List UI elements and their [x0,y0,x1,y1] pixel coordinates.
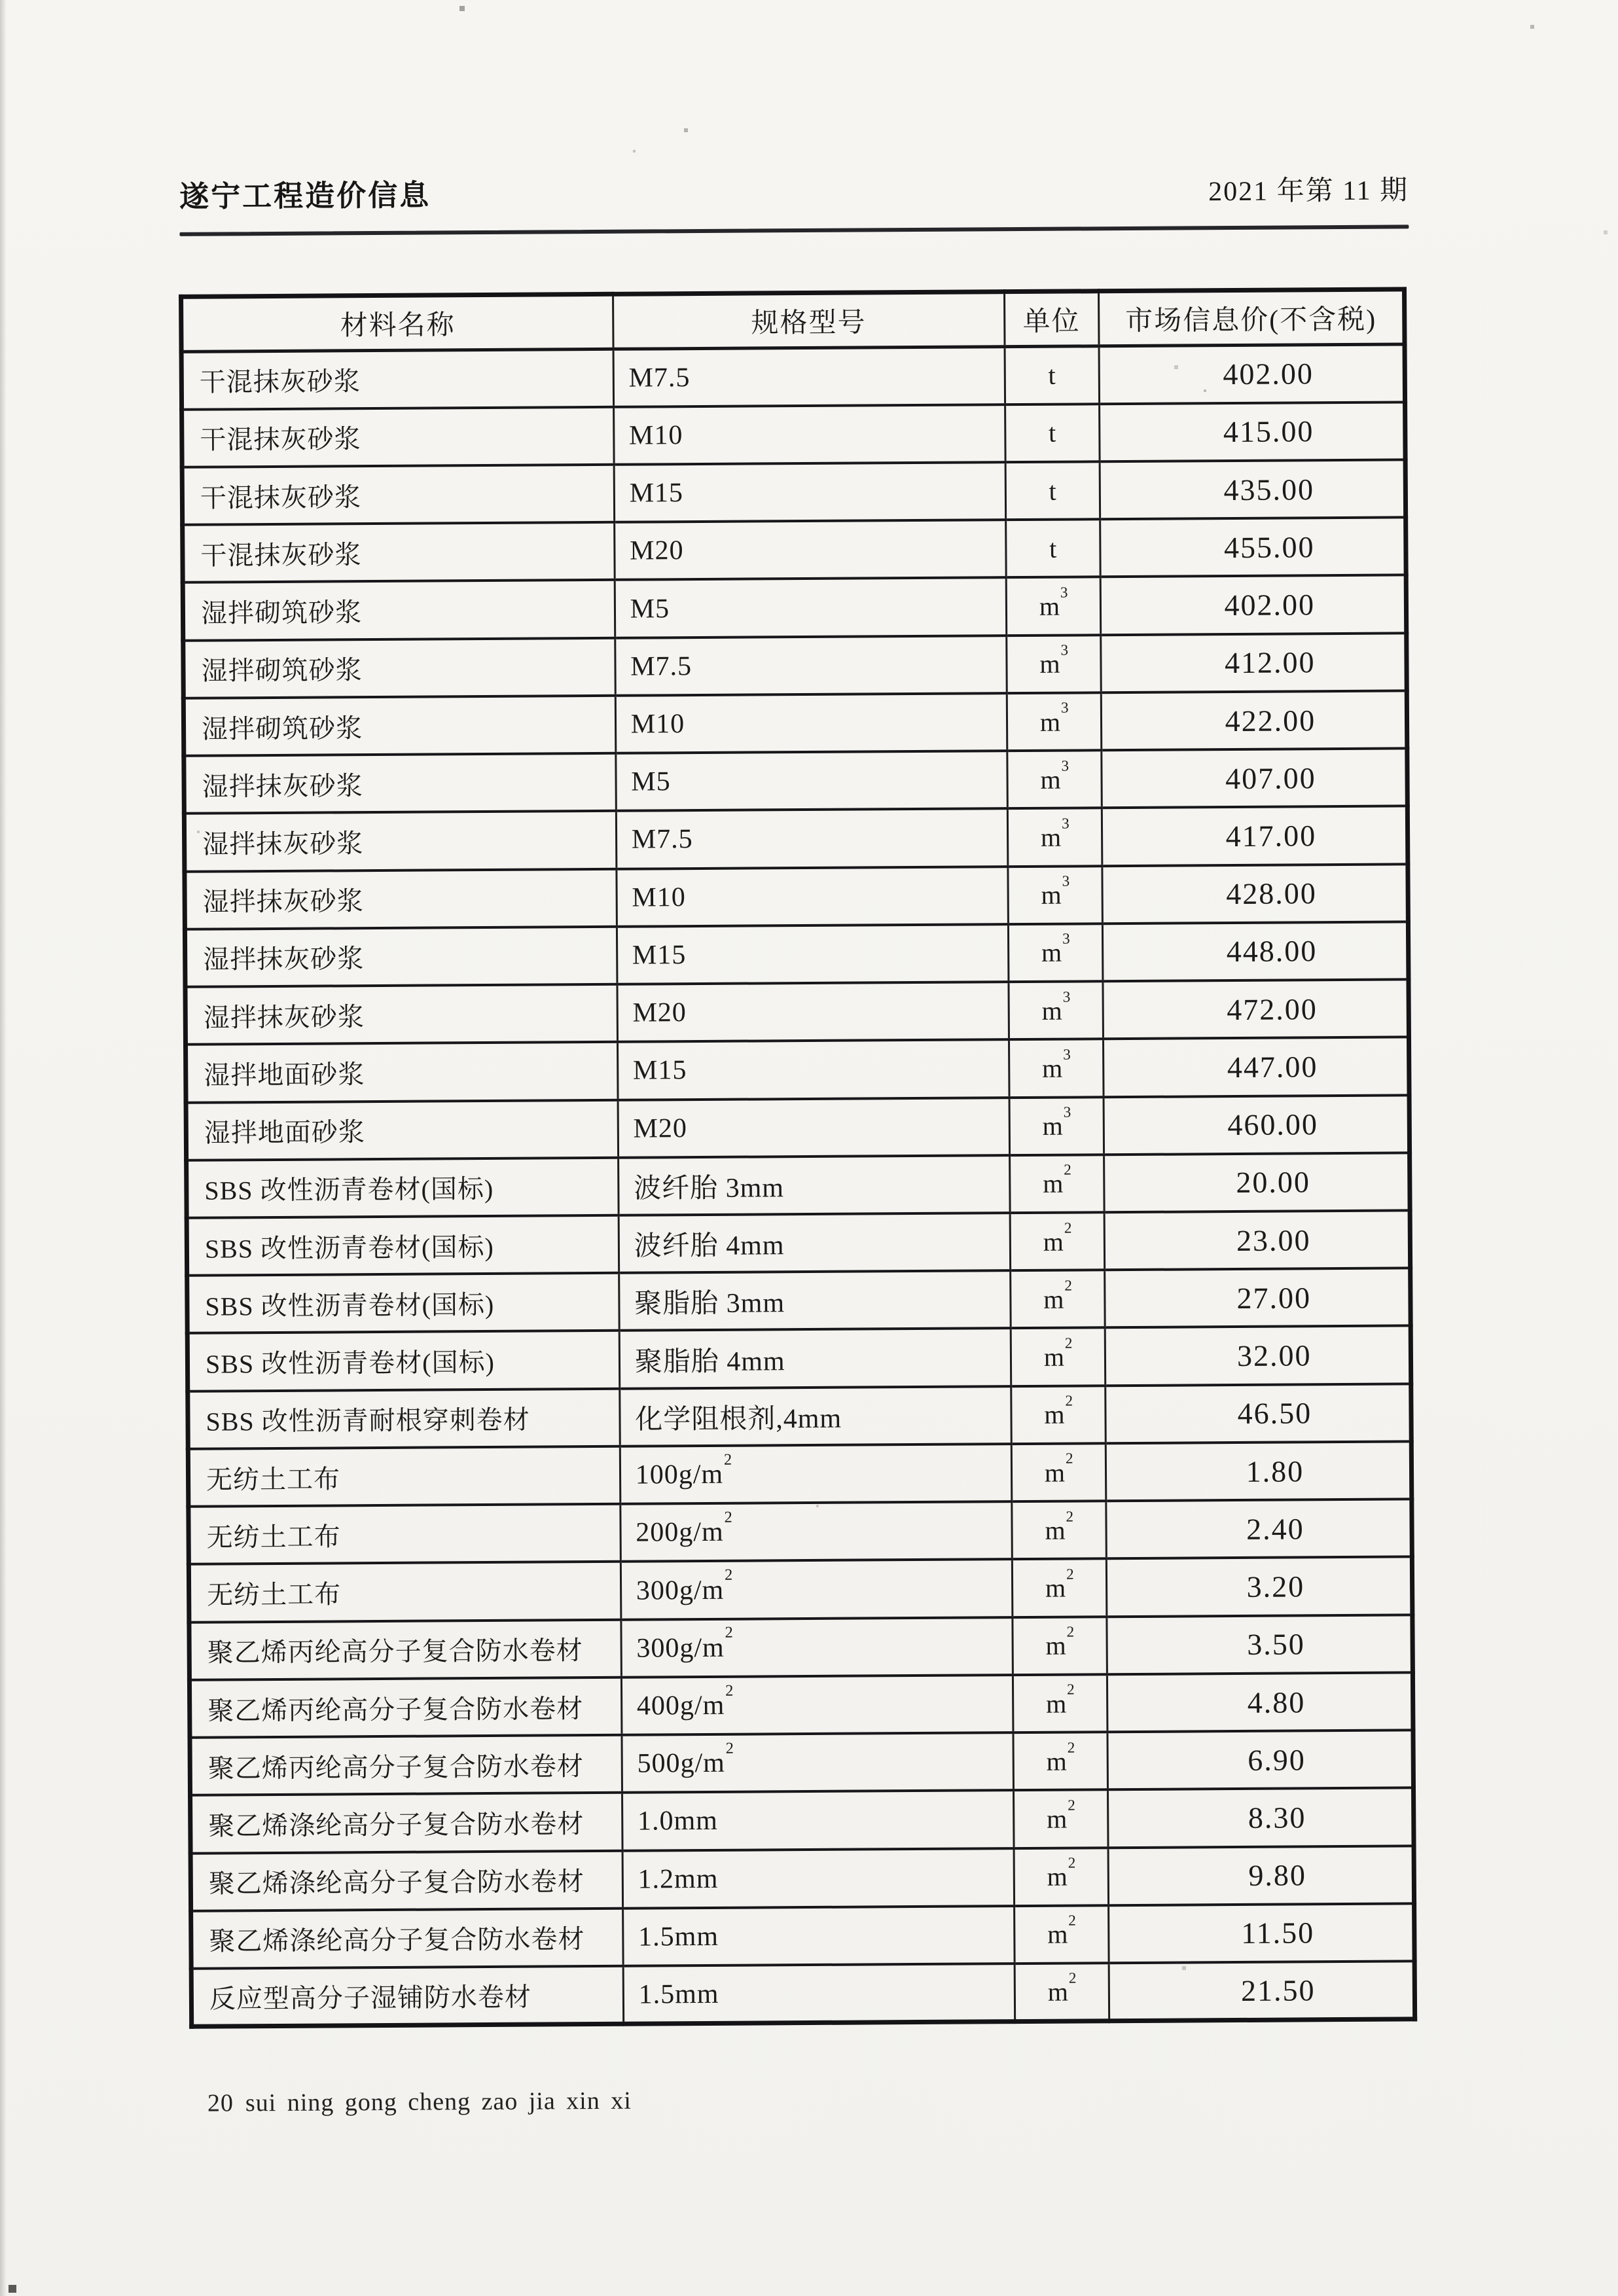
column-header-0: 材料名称 [181,294,613,351]
unit-cell: $m^2$ [1013,1790,1107,1848]
table-row [191,1961,1415,2026]
table-row [186,1095,1410,1160]
spec-cell: M7.5 [613,347,1005,407]
table-head [181,289,1405,351]
scan-noise-specks [0,0,1,1]
spec-cell: 1.2mm [622,1848,1015,1909]
unit-cell: t [1005,404,1099,462]
material-name-cell: 湿拌抹灰砂浆 [185,927,617,987]
material-name-cell: SBS 改性沥青卷材(国标) [187,1331,619,1391]
material-name-cell: 聚乙烯丙纶高分子复合防水卷材 [189,1677,621,1738]
price-cell: 27.00 [1104,1268,1411,1328]
unit-cell: $m^2$ [1014,1848,1108,1906]
material-name-cell: 无纺土工布 [189,1504,620,1564]
material-name-cell: 聚乙烯丙纶高分子复合防水卷材 [189,1619,621,1679]
material-name-cell: 无纺土工布 [188,1446,620,1507]
price-cell: 447.00 [1103,1037,1409,1097]
table-row [184,749,1408,814]
table-row [187,1153,1411,1218]
price-cell: 412.00 [1100,633,1407,692]
material-name-cell: 干混抹灰砂浆 [183,522,615,583]
table-row [184,806,1408,872]
price-cell: 6.90 [1107,1731,1414,1790]
price-cell: 435.00 [1100,459,1406,519]
unit-cell: $m^3$ [1006,577,1100,636]
price-cell: 21.50 [1109,1961,1415,2020]
spec-cell: $300g/m^2$ [621,1617,1013,1677]
material-name-cell: 湿拌砌筑砂浆 [183,696,615,756]
table-row [189,1615,1413,1680]
material-name-cell: 干混抹灰砂浆 [182,465,614,525]
table-row [190,1846,1414,1911]
unit-cell: $m^3$ [1008,866,1102,924]
table-row [190,1788,1414,1854]
material-name-cell: 反应型高分子湿铺防水卷材 [191,1966,623,2026]
journal-title: 遂宁工程造价信息 [179,179,431,213]
unit-cell: $m^2$ [1014,1905,1108,1964]
unit-cell: $m^2$ [1011,1386,1106,1444]
material-name-cell: 无纺土工布 [189,1562,620,1622]
spec-cell: $500g/m^2$ [622,1732,1014,1793]
spec-cell: M20 [614,520,1006,580]
footer-pinyin: sui ning gong cheng zao jia xin xi [245,2087,632,2117]
material-name-cell: 干混抹灰砂浆 [181,349,613,409]
price-cell: 472.00 [1103,979,1409,1039]
material-name-cell: 湿拌抹灰砂浆 [184,811,616,871]
price-cell: 20.00 [1104,1153,1410,1212]
price-cell: 455.00 [1100,518,1406,577]
material-name-cell: 湿拌地面砂浆 [186,1042,618,1102]
column-header-1: 规格型号 [613,292,1005,350]
table-row [183,691,1407,756]
price-cell: 3.20 [1106,1557,1412,1617]
column-header-3: 市场信息价(不含税) [1098,289,1405,346]
material-name-cell: SBS 改性沥青卷材(国标) [187,1215,619,1276]
page-header [179,165,1409,215]
unit-cell: $m^2$ [1015,1963,1109,2021]
material-name-cell: 湿拌抹灰砂浆 [184,753,616,814]
spec-cell: M5 [615,578,1007,638]
material-price-table [179,287,1417,2028]
material-name-cell: SBS 改性沥青卷材(国标) [187,1273,619,1333]
spec-cell: $300g/m^2$ [620,1560,1013,1620]
price-cell: 46.50 [1105,1384,1411,1443]
table-row [181,344,1405,410]
spec-cell: M10 [617,867,1009,927]
table-row [187,1210,1411,1276]
table-row [187,1326,1411,1391]
table-row [183,575,1407,641]
spec-cell: M15 [617,924,1009,984]
material-name-cell: 湿拌砌筑砂浆 [183,580,615,640]
material-name-cell: 湿拌地面砂浆 [186,1100,618,1160]
unit-cell: $m^3$ [1009,1039,1103,1098]
price-cell: 8.30 [1107,1788,1414,1848]
unit-cell: $m^2$ [1011,1443,1106,1501]
unit-cell: $m^3$ [1007,635,1101,693]
unit-cell: $m^3$ [1008,924,1102,982]
table-row [185,864,1409,929]
price-cell: 415.00 [1099,402,1405,461]
price-cell: 402.00 [1100,575,1407,635]
price-cell: 417.00 [1102,806,1408,866]
price-cell: 3.50 [1107,1615,1413,1674]
table-row [183,633,1407,698]
page-number: 20 [207,2089,234,2117]
spec-cell: M10 [615,693,1007,753]
spec-cell: M7.5 [615,636,1007,696]
material-name-cell: 湿拌抹灰砂浆 [185,869,617,929]
spec-cell: M7.5 [616,809,1008,869]
price-cell: 448.00 [1102,922,1409,981]
unit-cell: $m^3$ [1009,981,1103,1039]
unit-cell: $m^2$ [1009,1155,1104,1213]
spec-cell: $400g/m^2$ [621,1675,1013,1735]
table-row [186,1037,1410,1103]
spec-cell: M10 [613,404,1005,465]
material-name-cell: 聚乙烯涤纶高分子复合防水卷材 [190,1850,622,1910]
table-row [191,1903,1415,1969]
table-header-row [181,289,1405,351]
spec-cell: M5 [616,751,1008,811]
price-cell: 32.00 [1105,1326,1411,1386]
unit-cell: t [1005,519,1100,577]
price-cell: 422.00 [1101,691,1407,750]
spec-cell: 1.5mm [623,1964,1015,2024]
spec-cell: 聚脂胎 4mm [619,1329,1011,1389]
spec-cell: 波纤胎 4mm [619,1213,1011,1273]
column-header-2: 单位 [1004,291,1098,347]
table-row [188,1384,1412,1449]
table-body [181,344,1415,2026]
table-row [185,922,1409,987]
unit-cell: $m^2$ [1013,1617,1107,1675]
spec-cell: 1.5mm [622,1906,1015,1966]
unit-cell: t [1005,346,1099,404]
material-name-cell: 聚乙烯丙纶高分子复合防水卷材 [190,1735,622,1795]
table-row [187,1268,1411,1334]
table-row [188,1441,1412,1507]
price-cell: 9.80 [1108,1846,1414,1905]
header-rule [179,224,1409,236]
unit-cell: $m^3$ [1007,692,1101,751]
unit-cell: t [1005,461,1100,520]
table-row [190,1731,1414,1796]
material-name-cell: 湿拌抹灰砂浆 [185,984,617,1045]
unit-cell: $m^3$ [1007,808,1102,867]
spec-cell: M20 [617,982,1009,1042]
table-row [189,1672,1413,1738]
issue-label: 2021 年第 11 期 [1208,175,1409,207]
material-name-cell: 干混抹灰砂浆 [182,407,614,467]
spec-cell: 聚脂胎 3mm [619,1270,1011,1331]
unit-cell: $m^3$ [1009,1097,1104,1155]
price-cell: 4.80 [1107,1672,1413,1732]
price-cell: 402.00 [1099,344,1405,404]
price-cell: 460.00 [1104,1095,1410,1155]
unit-cell: $m^2$ [1011,1328,1105,1386]
spec-cell: M15 [617,1039,1009,1100]
unit-cell: $m^3$ [1007,750,1102,808]
material-name-cell: 聚乙烯涤纶高分子复合防水卷材 [191,1909,623,1969]
table-row [183,518,1407,583]
spec-cell: 波纤胎 3mm [618,1155,1010,1215]
price-cell: 407.00 [1102,749,1408,808]
unit-cell: $m^2$ [1012,1559,1106,1617]
unit-cell: $m^2$ [1010,1212,1104,1270]
material-name-cell: 湿拌砌筑砂浆 [183,637,615,698]
material-name-cell: 聚乙烯涤纶高分子复合防水卷材 [190,1793,622,1853]
unit-cell: $m^2$ [1013,1674,1107,1732]
spec-cell: 化学阻根剂,4mm [619,1386,1011,1446]
price-cell: 428.00 [1102,864,1409,924]
price-cell: 2.40 [1106,1499,1412,1559]
page-footer [207,2087,632,2118]
table-row [185,979,1409,1045]
spec-cell: $200g/m^2$ [620,1501,1013,1562]
unit-cell: $m^2$ [1013,1732,1107,1790]
material-name-cell: SBS 改性沥青卷材(国标) [187,1158,619,1218]
price-cell: 1.80 [1106,1441,1412,1501]
table-row [189,1499,1412,1565]
table-row [189,1557,1412,1623]
spec-cell: 1.0mm [622,1790,1014,1850]
table-row [182,402,1406,467]
spec-cell: M20 [618,1098,1010,1158]
unit-cell: $m^2$ [1010,1270,1104,1328]
material-name-cell: SBS 改性沥青耐根穿刺卷材 [188,1388,620,1448]
table-row [182,459,1406,525]
spec-cell: M15 [614,462,1006,522]
price-cell: 11.50 [1108,1903,1414,1963]
unit-cell: $m^2$ [1012,1501,1106,1559]
price-cell: 23.00 [1104,1210,1411,1270]
spec-cell: $100g/m^2$ [620,1444,1012,1504]
